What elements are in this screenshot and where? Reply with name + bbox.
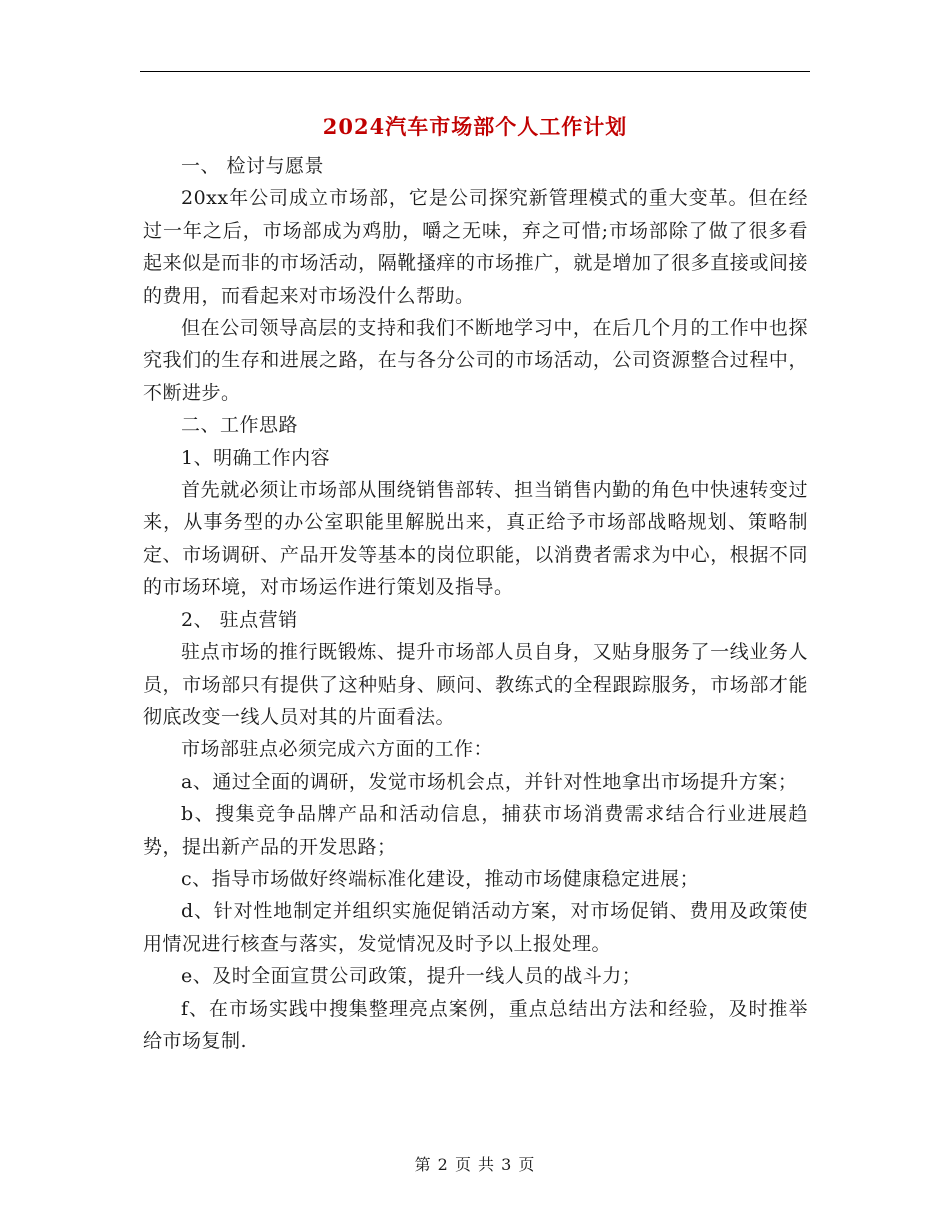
section-heading: 二、工作思路 [181, 414, 299, 437]
list-item: b、搜集竞争品牌产品和活动信息，捕获市场消费需求结合行业进展趋势，提出新产品的开发思路； [143, 803, 808, 858]
body-paragraph: 但在公司领导高层的支持和我们不断地学习中，在后几个月的工作中也探究我们的生存和进展之路，在与各分公司的市场活动，公司资源整合过程中，不断进步。 [143, 317, 808, 404]
header-rule [140, 71, 810, 72]
list-item: d、针对性地制定并组织实施促销活动方案，对市场促销、费用及政策使用情况进行核查与落实，发觉情况及时予以上报处理。 [143, 900, 808, 955]
section-heading: 一、 检讨与愿景 [181, 155, 325, 177]
list-item: c、指导市场做好终端标准化建设，推动市场健康稳定进展； [181, 867, 700, 890]
subsection-heading: 2、 驻点营销 [181, 608, 298, 631]
list-item: f、在市场实践中搜集整理亮点案例，重点总结出方法和经验，及时推举给市场复制. [143, 997, 808, 1052]
list-item: a、通过全面的调研，发觉市场机会点，并针对性地拿出市场提升方案； [181, 770, 798, 793]
subsection-heading: 1、明确工作内容 [181, 446, 331, 469]
page-number: 第 2 页 共 3 页 [414, 1155, 536, 1174]
body-paragraph: 首先就必须让市场部从围绕销售部转、担当销售内勤的角色中快速转变过来，从事务型的办公室职能里解脱出来，真正给予市场部战略规划、策略制定、市场调研、产品开发等基本的岗位职能，以消费者需求为中心，根据不同的市场环境，对市场运作进行策划及指导。 [143, 479, 808, 599]
body-paragraph: 20xx年公司成立市场部，它是公司探究新管理模式的重大变革。但在经过一年之后，市场部成为鸡肋，嚼之无味，弃之可惜;市场部除了做了很多看起来似是而非的市场活动，隔靴搔痒的市场推广，就是增加了很多直接或间接的费用，而看起来对市场没什么帮助。 [143, 187, 808, 307]
document-title: 2024汽车市场部个人工作计划 [322, 114, 628, 139]
document-body [143, 150, 808, 1057]
body-paragraph: 市场部驻点必须完成六方面的工作： [181, 738, 494, 761]
body-paragraph: 驻点市场的推行既锻炼、提升市场部人员自身，又贴身服务了一线业务人员，市场部只有提供了这种贴身、顾问、教练式的全程跟踪服务，市场部才能彻底改变一线人员对其的片面看法。 [143, 641, 808, 728]
list-item: e、及时全面宣贯公司政策，提升一线人员的战斗力； [181, 965, 642, 988]
